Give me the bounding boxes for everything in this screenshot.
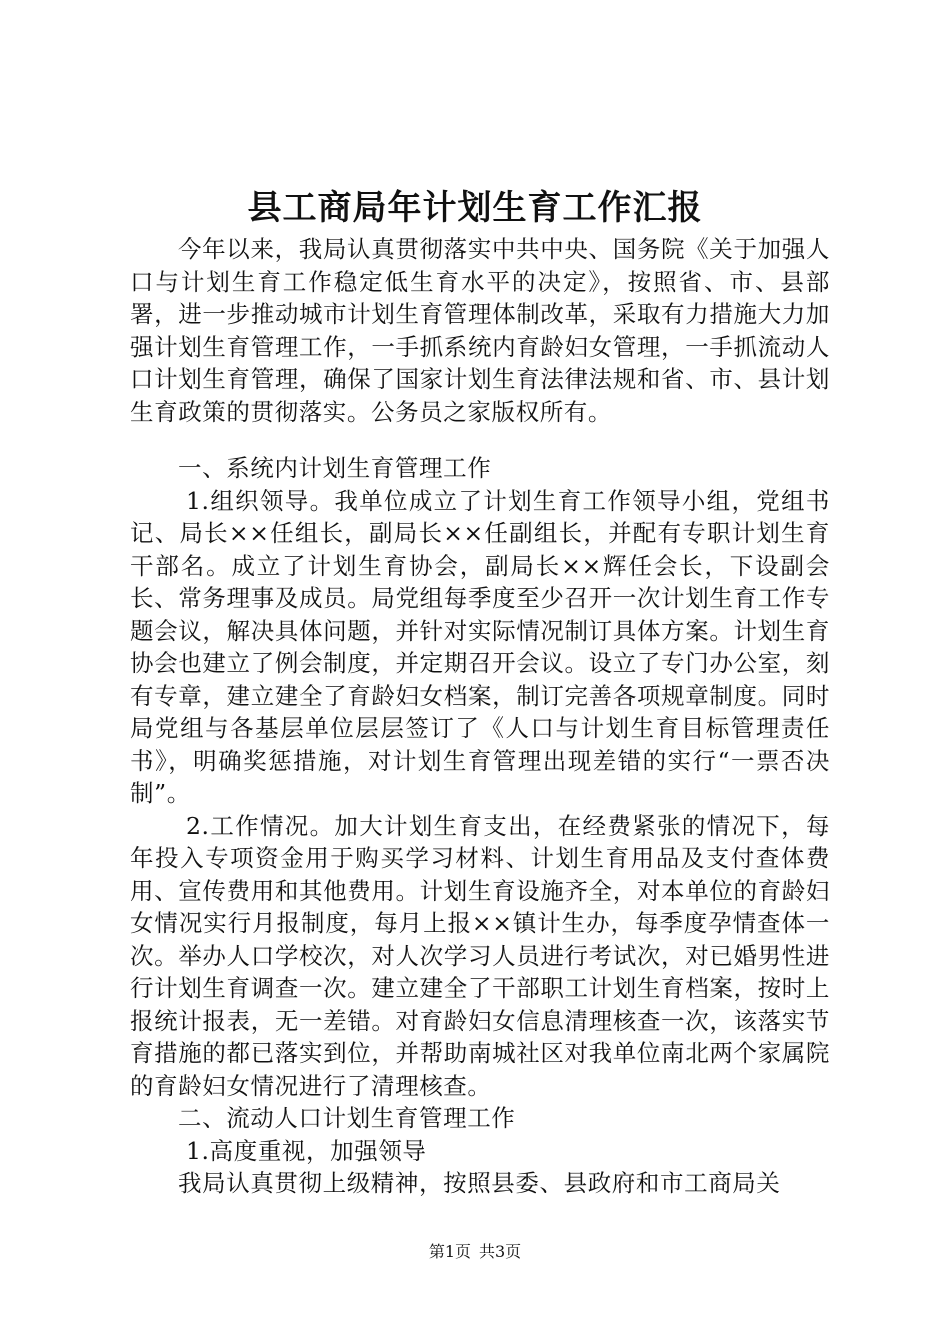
intro-paragraph: 今年以来，我局认真贯彻落实中共中央、国务院《关于加强人口与计划生育工作稳定低生育水平的决定》，按照省、市、县部署，进一步推动城市计划生育管理体制改革，采取有力措施大力加强计划生育管理工作，一手抓系统内育龄妇女管理，一手抓流动人口计划生育管理，确保了国家计划生育法律法规和省、市、县计划生育政策的贯彻落实。公务员之家版权所有。 [130, 235, 830, 426]
section-2-heading: 二、流动人口计划生育管理工作 [178, 1104, 516, 1132]
section-1-item-1: 1.组织领导。我单位成立了计划生育工作领导小组，党组书记、局长××任组长，副局长××任副组长，并配有专职计划生育干部名。成立了计划生育协会，副局长××辉任会长，下设副会长、常务理事及成员。局党组每季度至少召开一次计划生育工作专题会议，解决具体问题，并针对实际情况制订具体方案。计划生育协会也建立了例会制度，并定期召开会议。设立了专门办公室，刻有专章，建立建全了育龄妇女档案，制订完善各项规章制度。同时局党组与各基层单位层层签订了《人口与计划生育目标管理责任书》，明确奖惩措施，对计划生育管理出现差错的实行“一票否决制”。 [130, 486, 830, 807]
section-2-paragraph: 我局认真贯彻上级精神，按照县委、县政府和市工商局关 [178, 1169, 781, 1197]
page-number: 第1页 [428, 1242, 471, 1261]
page-footer [0, 1240, 950, 1264]
document-body [130, 233, 830, 1200]
section-1-item-2: 2.工作情况。加大计划生育支出，在经费紧张的情况下，每年投入专项资金用于购买学习材料、计划生育用品及支付查体费用、宣传费用和其他费用。计划生育设施齐全，对本单位的育龄妇女情况实行月报制度，每月上报××镇计生办，每季度孕情查体一次。举办人口学校次，对人次学习人员进行考试次，对已婚男性进行计划生育调查一次。建立建全了干部职工计划生育档案，按时上报统计报表，无一差错。对育龄妇女信息清理核查一次，该落实节育措施的都已落实到位，并帮助南城社区对我单位南北两个家属院的育龄妇女情况进行了清理核查。 [130, 811, 830, 1100]
section-1-heading: 一、系统内计划生育管理工作 [178, 454, 492, 482]
section-2-item-1: 1.高度重视，加强领导 [186, 1136, 427, 1165]
page-total: 共3页 [479, 1242, 522, 1261]
document-title: 县工商局年计划生育工作汇报 [247, 188, 703, 228]
paragraph-gap [130, 428, 830, 452]
